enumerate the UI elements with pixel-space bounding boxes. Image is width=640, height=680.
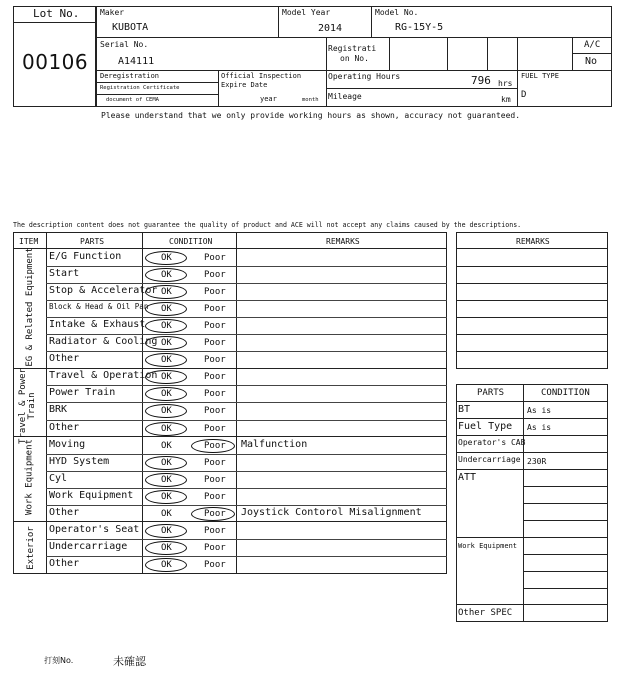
ok-option[interactable]: OK [161,492,172,502]
operating-hours-label: Operating Hours [328,72,401,81]
stamp-label: 打刻No. [44,656,74,665]
ok-option[interactable]: OK [161,526,172,536]
col-parts-header: PARTS [80,237,105,246]
registration-label-2: on No. [340,54,369,63]
model-no-label: Model No. [375,8,419,17]
poor-selected-circle [191,507,235,521]
ok-option[interactable]: OK [161,338,172,348]
ok-selected-circle [145,336,187,350]
parts-row-part: ATT [458,472,477,483]
year-label: year [260,95,277,103]
poor-option[interactable]: Poor [204,270,226,280]
part-name: Block & Head & Oil Pan [49,302,149,311]
part-name: BRK [49,404,68,415]
poor-option[interactable]: Poor [204,424,226,434]
group-eg-related: EG & Related Equipment [25,247,35,367]
parts-row-part: Undercarriage [458,455,521,464]
part-name: Undercarriage [49,541,128,552]
operating-hours-value: 796 [471,74,491,87]
ok-option[interactable]: OK [161,389,172,399]
description-notice: The description content does not guarantee the quality of product and ACE will not accept any claims caused by the descriptions. [13,221,522,229]
ok-option[interactable]: OK [161,406,172,416]
ok-option[interactable]: OK [161,509,172,519]
ok-option[interactable]: OK [161,321,172,331]
poor-option[interactable]: Poor [204,406,226,416]
ok-option[interactable]: OK [161,543,172,553]
poor-option[interactable]: Poor [204,475,226,485]
part-name: Work Equipment [49,490,134,501]
ok-selected-circle [145,319,187,333]
fuel-type-value: D [521,90,527,100]
maker-label: Maker [100,8,125,17]
col-remarks-header: REMARKS [326,237,360,246]
inspection-label-2: Expire Date [221,81,268,89]
month-label: month [302,97,319,103]
group-work-equipment: Work Equipment [24,439,35,515]
serial-label: Serial No. [100,40,149,49]
model-no-value: RG-15Y-5 [395,22,444,33]
work-equipment-label: Work Equipment [458,542,518,550]
ok-selected-circle [145,558,187,572]
ok-selected-circle [145,456,187,470]
ok-option[interactable]: OK [161,475,172,485]
ok-selected-circle [145,541,187,555]
part-name: Other [49,507,80,518]
ok-option[interactable]: OK [161,372,172,382]
part-name: Other [49,422,80,433]
part-name: Moving [49,439,86,450]
other-spec-label: Other SPEC [458,608,513,618]
maker-value: KUBOTA [112,22,149,33]
parts-col-parts: PARTS [477,388,505,398]
ok-selected-circle [145,524,187,538]
fuel-type-label: FUEL TYPE [521,72,559,80]
col-item-header: ITEM [19,237,39,246]
km-label: km [501,95,511,104]
model-year-value: 2014 [318,23,343,34]
lot-number: 00106 [22,50,89,74]
part-name: Other [49,558,80,569]
mileage-label: Mileage [328,92,362,101]
poor-option[interactable]: Poor [204,304,226,314]
ok-selected-circle [145,285,187,299]
poor-option[interactable]: Poor [204,526,226,536]
poor-option[interactable]: Poor [204,543,226,553]
ac-value: No [585,56,598,67]
parts-row-condition: 230R [527,457,547,466]
poor-option[interactable]: Poor [204,321,226,331]
poor-option[interactable]: Poor [204,355,226,365]
part-name: Stop & Accelerator [49,285,158,296]
lot-label: Lot No. [33,7,80,20]
ok-selected-circle [145,422,187,436]
hours-notice: Please understand that we only provide working hours as shown, accuracy not guaranteed. [101,111,521,120]
ok-option[interactable]: OK [161,355,172,365]
ok-option[interactable]: OK [161,287,172,297]
col-condition-header: CONDITION [169,237,213,246]
cema-label: document of CEMA [106,97,159,103]
part-name: Intake & Exhaust [49,319,146,330]
ok-option[interactable]: OK [161,441,172,451]
poor-option[interactable]: Poor [204,389,226,399]
part-name: Power Train [49,387,116,398]
serial-value: A14111 [118,56,155,67]
poor-option[interactable]: Poor [204,287,226,297]
ok-selected-circle [145,251,187,265]
ok-selected-circle [145,353,187,367]
ok-selected-circle [145,370,187,384]
poor-option[interactable]: Poor [204,560,226,570]
poor-option[interactable]: Poor [204,441,226,451]
parts-row-part: Operator's CAB [458,438,526,447]
poor-selected-circle [191,439,235,453]
part-name: Start [49,268,80,279]
right-remarks-header: REMARKS [516,237,550,246]
remark-text: Malfunction [241,439,308,450]
poor-option[interactable]: Poor [204,338,226,348]
ok-option[interactable]: OK [161,458,172,468]
ok-selected-circle [145,387,187,401]
parts-row-part: BT [458,404,471,415]
part-name: Operator's Seat [49,524,140,535]
registration-certificate-label: Registration Certificate [100,85,180,91]
ac-label: A/C [584,40,601,50]
inspection-label-1: Official Inspection [221,72,302,80]
part-name: Other [49,353,80,364]
remark-text: Joystick Contorol Misalignment [241,507,422,518]
group-exterior: Exterior [26,526,36,570]
ok-selected-circle [145,490,187,504]
ok-option[interactable]: OK [161,304,172,314]
parts-row-condition: As is [527,406,552,415]
poor-option[interactable]: Poor [204,372,226,382]
ok-selected-circle [145,473,187,487]
registration-label-1: Registrati [328,44,377,53]
poor-option[interactable]: Poor [204,509,226,519]
poor-option[interactable]: Poor [204,253,226,263]
poor-option[interactable]: Poor [204,458,226,468]
stamp-value: 未確認 [113,655,146,668]
ok-selected-circle [145,404,187,418]
ok-selected-circle [145,268,187,282]
poor-option[interactable]: Poor [204,492,226,502]
model-year-label: Model Year [282,8,331,17]
ok-option[interactable]: OK [161,270,172,280]
ok-option[interactable]: OK [161,560,172,570]
group-travel-power-train: Travel & Power Train [18,368,37,444]
parts-col-condition: CONDITION [541,388,590,398]
hrs-label: hrs [498,79,513,88]
ok-selected-circle [145,302,187,316]
part-name: E/G Function [49,251,122,262]
ok-option[interactable]: OK [161,253,172,263]
part-name: Travel & Operation [49,370,158,381]
part-name: HYD System [49,456,110,467]
parts-row-part: Fuel Type [458,421,513,432]
part-name: Cyl [49,473,68,484]
ok-option[interactable]: OK [161,424,172,434]
part-name: Radiator & Cooling [49,336,158,347]
parts-row-condition: As is [527,423,552,432]
deregistration-label: Deregistration [100,72,160,80]
